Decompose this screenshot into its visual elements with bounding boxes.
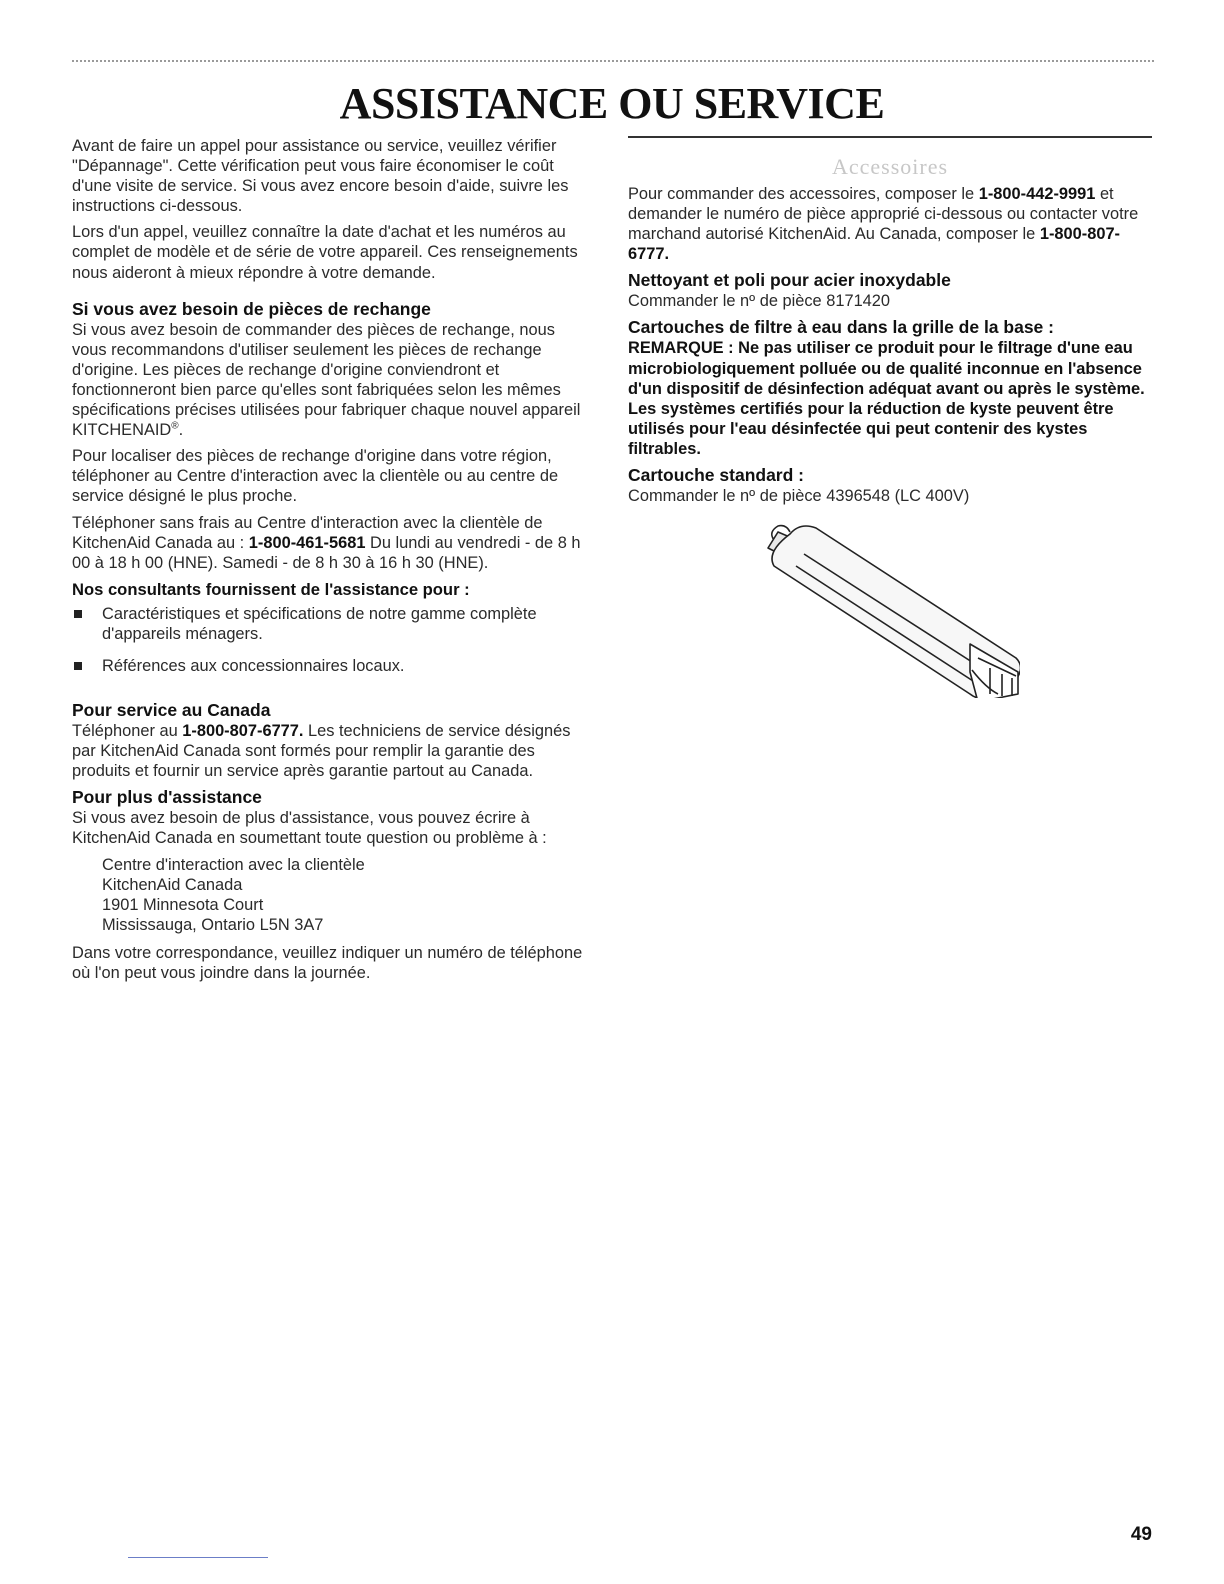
left-column	[72, 136, 592, 989]
more-assistance-heading: Pour plus d'assistance	[72, 787, 262, 808]
bullet-item: Références aux concessionnaires locaux.	[72, 656, 592, 676]
intro-paragraph-2: Lors d'un appel, veuillez connaître la date d'achat et les numéros au complet de modèle et de série de votre appareil. Ces renseignements nous aideront à mieux répondre à votre demande.	[72, 223, 578, 282]
page-number: 49	[1130, 1524, 1152, 1545]
more-assistance-paragraph: Si vous avez besoin de plus d'assistance, vous pouvez écrire à KitchenAid Canada en soumettant toute question ou problème à :	[72, 809, 547, 848]
parts-paragraph-2: Pour localiser des pièces de rechange d'origine dans votre région, téléphoner au Centre d'interaction avec la clientèle ou au centre de service désigné le plus proche.	[72, 447, 559, 506]
parts-heading: Si vous avez besoin de pièces de rechange	[72, 298, 431, 319]
canada-service-phone: 1-800-807-6777.	[182, 722, 304, 741]
registered-mark: ®	[171, 420, 179, 432]
filter-note: REMARQUE : Ne pas utiliser ce produit pour le filtrage d'une eau microbiologiquement polluée ou de qualité inconnue en l'absence d'un dispositif de désinfection adéquat avant ou après le système. Les systèmes certifiés pour la réduction de kyste peuvent être utilisés pour l'eau désinfectée qui peut contenir des kystes filtrables.	[628, 339, 1145, 458]
standard-cartridge-heading: Cartouche standard :	[628, 465, 804, 486]
bullet-item: Caractéristiques et spécifications de notre gamme complète d'appareils ménagers.	[72, 604, 592, 644]
address-line: KitchenAid Canada	[102, 875, 243, 894]
address-line: Centre d'interaction avec la clientèle	[102, 855, 365, 874]
filter-cartridge-illustration	[760, 518, 1020, 698]
filter-cartridges-heading: Cartouches de filtre à eau dans la grille de la base :	[628, 317, 1054, 338]
standard-cartridge-part: Commander le nº de pièce 4396548 (LC 400V)	[628, 487, 970, 506]
top-dotted-rule	[72, 60, 1154, 62]
right-column	[628, 136, 1152, 698]
address-line: 1901 Minnesota Court	[102, 895, 264, 914]
address-line: Mississauga, Ontario L5N 3A7	[102, 915, 324, 934]
closing-paragraph: Dans votre correspondance, veuillez indiquer un numéro de téléphone où l'on peut vous joindre dans la journée.	[72, 943, 583, 982]
canada-service-heading: Pour service au Canada	[72, 700, 271, 721]
mailing-address	[72, 855, 592, 935]
parts-paragraph-3: Téléphoner sans frais au Centre d'interaction avec la clientèle de KitchenAid Canada au : 1-800-461-5681 Du lundi au vendredi - de 8 h 00 à 18 h 00 (HNE). Samedi - de 8 h 30 à 16 h 30 (HNE).	[72, 513, 581, 572]
parts-paragraph-1: Si vous avez besoin de commander des pièces de rechange, nous vous recommandons d'utiliser seulement les pièces de rechange d'origine. Les pièces de rechange d'origine conviendront et fonctionneront bien parce qu'elles sont fabriquées selon les mêmes spécifications précises utilisées pour fabriquer chaque nouvel appareil KITCHENAID®.	[72, 320, 581, 440]
consultants-heading: Nos consultants fournissent de l'assistance pour :	[72, 579, 470, 599]
canada-service-paragraph: Téléphoner au 1-800-807-6777. Les techniciens de service désignés par KitchenAid Canada sont formés pour remplir la garantie des produits et fournir un service après garantie partout au Canada.	[72, 722, 571, 781]
intro-paragraph-1: Avant de faire un appel pour assistance ou service, veuillez vérifier "Dépannage". Cette vérification peut vous faire économiser le coût d'une visite de service. Si vous avez encore besoin d'aide, suivre les instructions ci-dessous.	[72, 137, 569, 216]
accessories-canada-phone: 1-800-807-6777.	[628, 225, 1121, 264]
accessories-heading: Accessoires	[831, 154, 949, 179]
water-filter-icon	[760, 518, 1020, 698]
accessories-rule	[628, 136, 1152, 138]
page-title: ASSISTANCE OU SERVICE	[339, 79, 885, 128]
customer-center-phone: 1-800-461-5681	[248, 533, 366, 552]
accessories-paragraph: Pour commander des accessoires, composer le 1-800-442-9991 et demander le numéro de pièce approprié ci-dessous ou contacter votre marchand autorisé KitchenAid. Au Canada, composer le 1-800-807-6777.	[628, 185, 1139, 264]
bottom-link-line	[128, 1557, 268, 1558]
stainless-cleaner-heading: Nettoyant et poli pour acier inoxydable	[628, 270, 951, 291]
stainless-cleaner-part: Commander le nº de pièce 8171420	[628, 292, 891, 311]
accessories-phone: 1-800-442-9991	[978, 185, 1096, 203]
